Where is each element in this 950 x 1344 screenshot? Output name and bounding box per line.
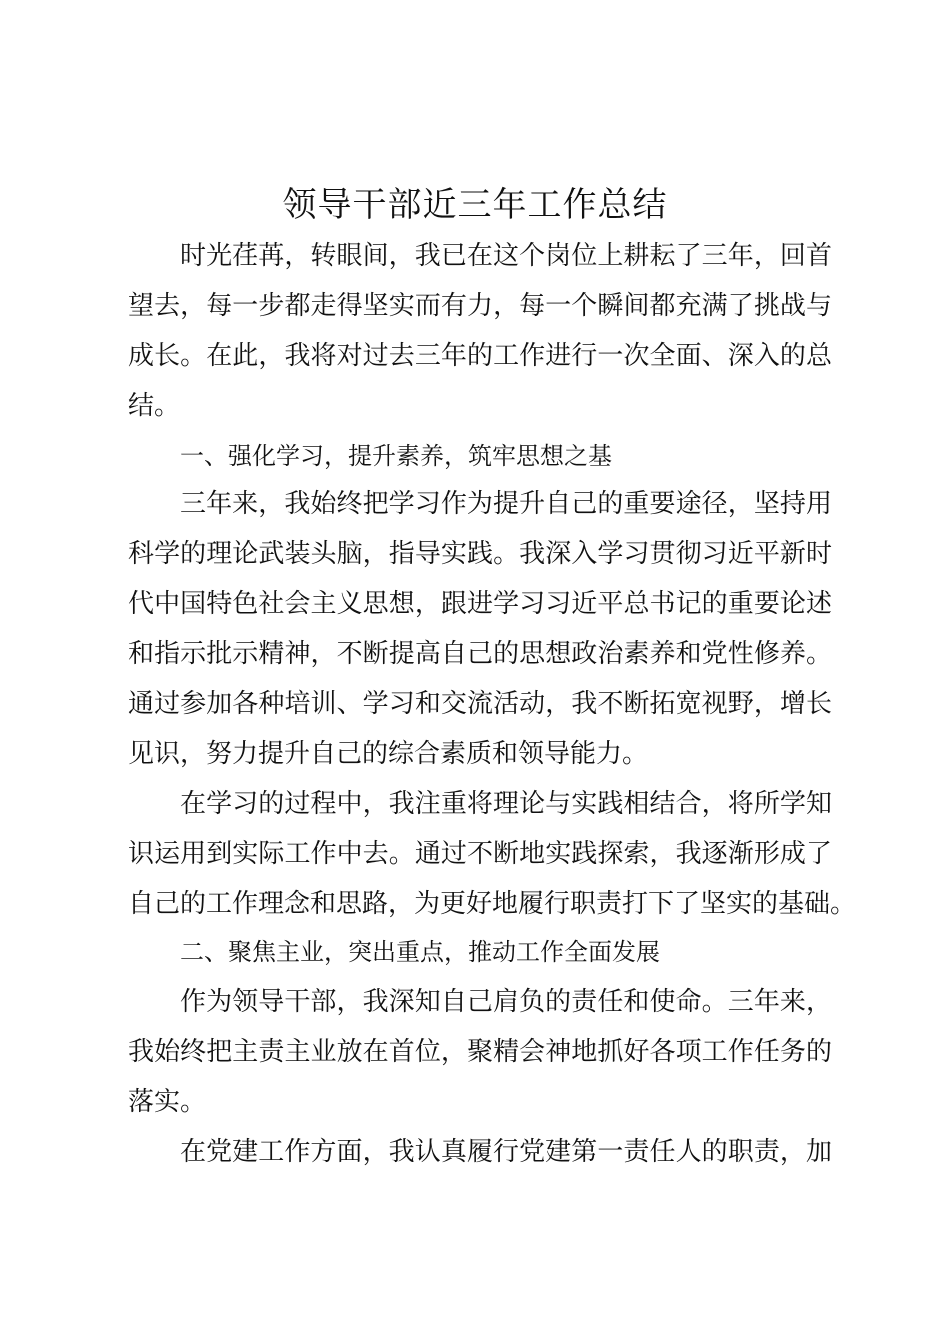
section-2-heading: 二、聚焦主业，突出重点，推动工作全面发展 <box>180 938 660 966</box>
section-1-heading: 一、强化学习，提升素养，筑牢思想之基 <box>180 442 612 470</box>
section-2-para-1-line-1: 作为领导干部，我深知自己肩负的责任和使命。三年来， <box>180 987 832 1017</box>
section-1-para-2-line-3: 自己的工作理念和思路，为更好地履行职责打下了坚实的基础。 <box>128 889 857 919</box>
document-title: 领导干部近三年工作总结 <box>282 185 668 225</box>
intro-line-3: 成长。在此，我将对过去三年的工作进行一次全面、深入的总 <box>128 341 832 371</box>
section-1-para-1-line-5: 通过参加各种培训、学习和交流活动，我不断拓宽视野，增长 <box>128 689 832 719</box>
section-2-para-1-line-2: 我始终把主责主业放在首位，聚精会神地抓好各项工作任务的 <box>128 1037 832 1067</box>
section-1-para-2-line-2: 识运用到实际工作中去。通过不断地实践探索，我逐渐形成了 <box>128 839 832 869</box>
section-1-para-1-line-2: 科学的理论武装头脑，指导实践。我深入学习贯彻习近平新时 <box>128 539 832 569</box>
section-1-para-2-line-1: 在学习的过程中，我注重将理论与实践相结合，将所学知 <box>180 789 832 819</box>
intro-line-4: 结。 <box>128 391 181 421</box>
section-1-para-1-line-3: 代中国特色社会主义思想，跟进学习习近平总书记的重要论述 <box>128 589 832 619</box>
intro-line-1: 时光荏苒，转眼间，我已在这个岗位上耕耘了三年，回首 <box>180 241 832 271</box>
section-1-para-1-line-6: 见识，努力提升自己的综合素质和领导能力。 <box>128 739 649 769</box>
section-1-para-1-line-4: 和指示批示精神，不断提高自己的思想政治素养和党性修养。 <box>128 639 832 669</box>
section-1-para-1-line-1: 三年来，我始终把学习作为提升自己的重要途径，坚持用 <box>180 489 832 519</box>
intro-line-2: 望去，每一步都走得坚实而有力，每一个瞬间都充满了挑战与 <box>128 291 832 321</box>
section-2-para-1-line-3: 落实。 <box>128 1087 207 1117</box>
section-2-para-2-line-1: 在党建工作方面，我认真履行党建第一责任人的职责，加 <box>180 1137 832 1167</box>
